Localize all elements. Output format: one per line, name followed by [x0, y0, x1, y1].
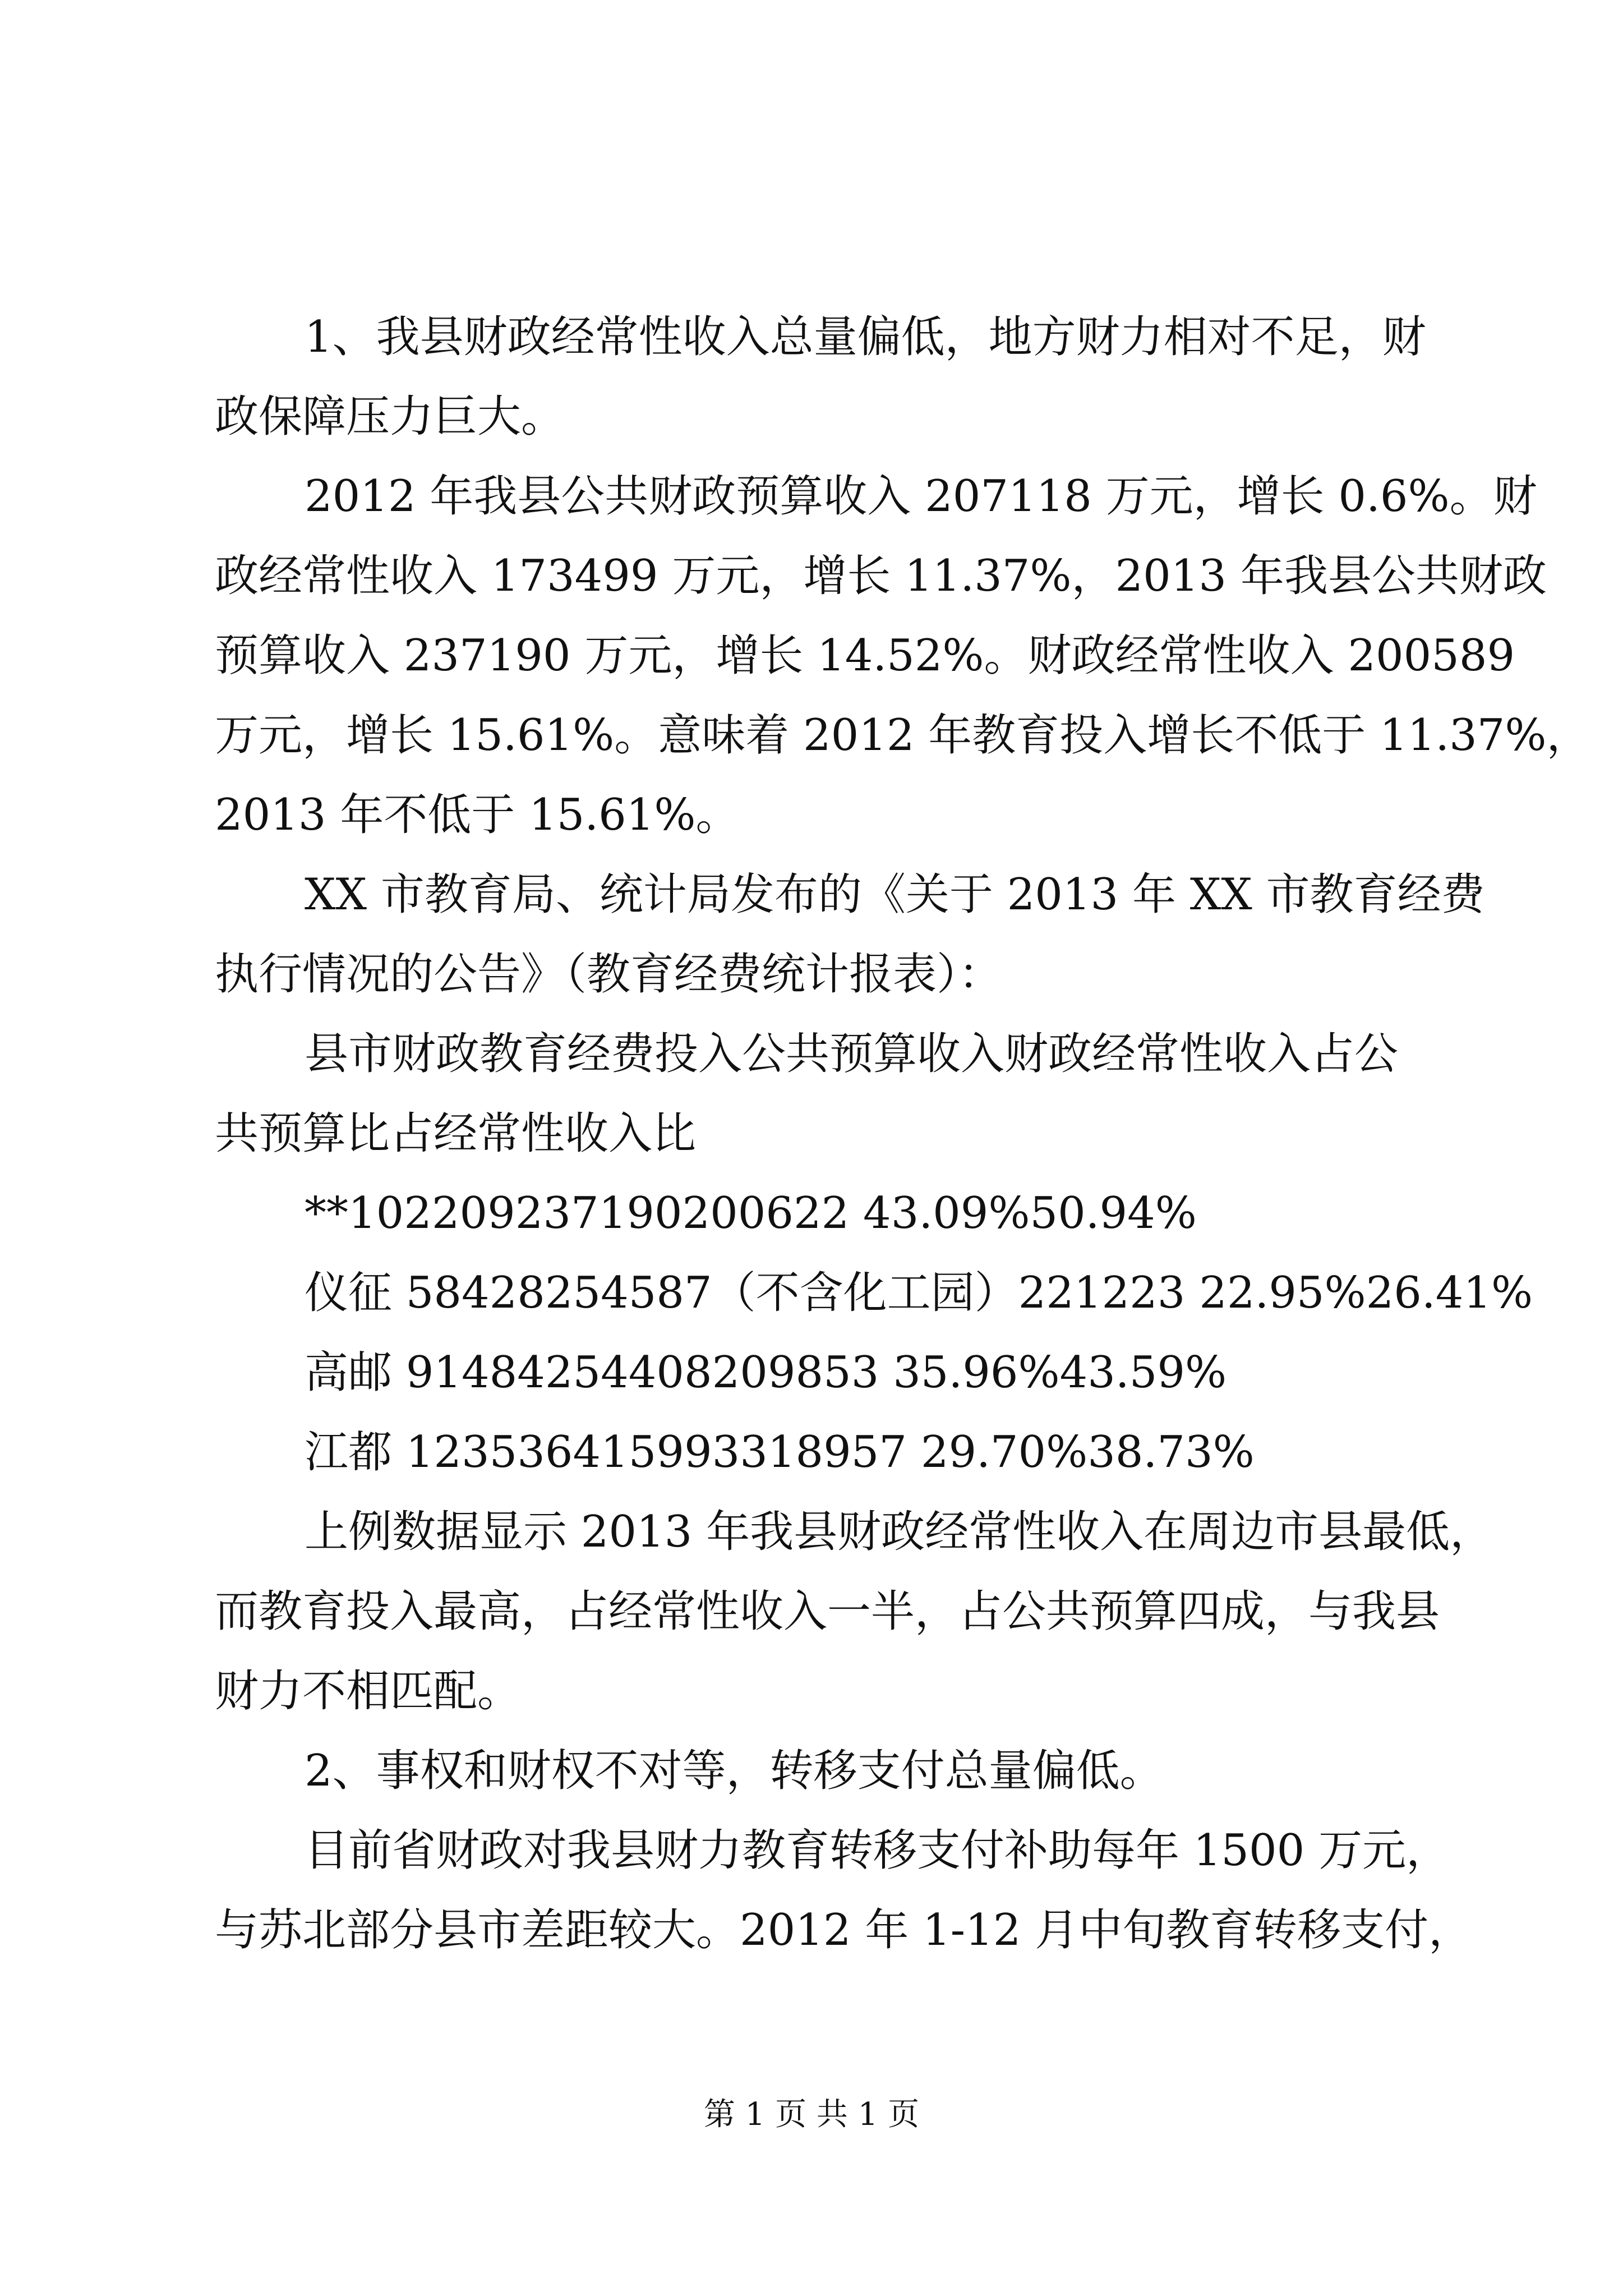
paragraph-line: 上例数据显示 2013 年我县财政经常性收入在周边市县最低，	[305, 1507, 1494, 1557]
paragraph-line: 2012 年我县公共财政预算收入 207118 万元，增长 0.6%。财	[305, 471, 1537, 522]
data-row-line: 仪征 58428254587（不含化工园）221223 22.95%26.41%	[305, 1268, 1533, 1318]
page-footer: 第 1 页 共 1 页	[703, 2096, 920, 2133]
paragraph-line: 1、我县财政经常性收入总量偏低，地方财力相对不足，财	[305, 312, 1426, 362]
paragraph-line: 财力不相匹配。	[215, 1666, 522, 1717]
paragraph-line: 共预算比占经常性收入比	[215, 1108, 697, 1159]
data-row-line: 高邮 91484254408209853 35.96%43.59%	[305, 1347, 1227, 1398]
paragraph-line: XX 市教育局、统计局发布的《关于 2013 年 XX 市教育经费	[305, 869, 1485, 920]
data-row-line: 江都 123536415993318957 29.70%38.73%	[305, 1427, 1255, 1478]
paragraph-line: 2013 年不低于 15.61%。	[215, 790, 740, 840]
paragraph-line: 执行情况的公告》（教育经费统计报表）：	[215, 949, 1003, 1000]
data-row-line: **102209237190200622 43.09%50.94%	[305, 1188, 1197, 1239]
paragraph-line: 政经常性收入 173499 万元，增长 11.37%，2013 年我县公共财政	[215, 551, 1547, 601]
document-body	[215, 297, 1590, 1970]
paragraph-line: 2、事权和财权不对等，转移支付总量偏低。	[305, 1746, 1164, 1796]
paragraph-line: 与苏北部分县市差距较大。2012 年 1-12 月中旬教育转移支付，	[215, 1905, 1473, 1955]
paragraph-line: 预算收入 237190 万元，增长 14.52%。财政经常性收入 200589	[215, 631, 1515, 681]
paragraph-line: 目前省财政对我县财力教育转移支付补助每年 1500 万元，	[305, 1825, 1450, 1876]
paragraph-line: 而教育投入最高，占经常性收入一半，占公共预算四成，与我县	[215, 1586, 1440, 1637]
paragraph-line: 万元，增长 15.61%。意味着 2012 年教育投入增长不低于 11.37%，	[215, 710, 1590, 761]
paragraph-line: 县市财政教育经费投入公共预算收入财政经常性收入占公	[305, 1029, 1399, 1079]
paragraph-line: 政保障压力巨大。	[215, 392, 565, 442]
